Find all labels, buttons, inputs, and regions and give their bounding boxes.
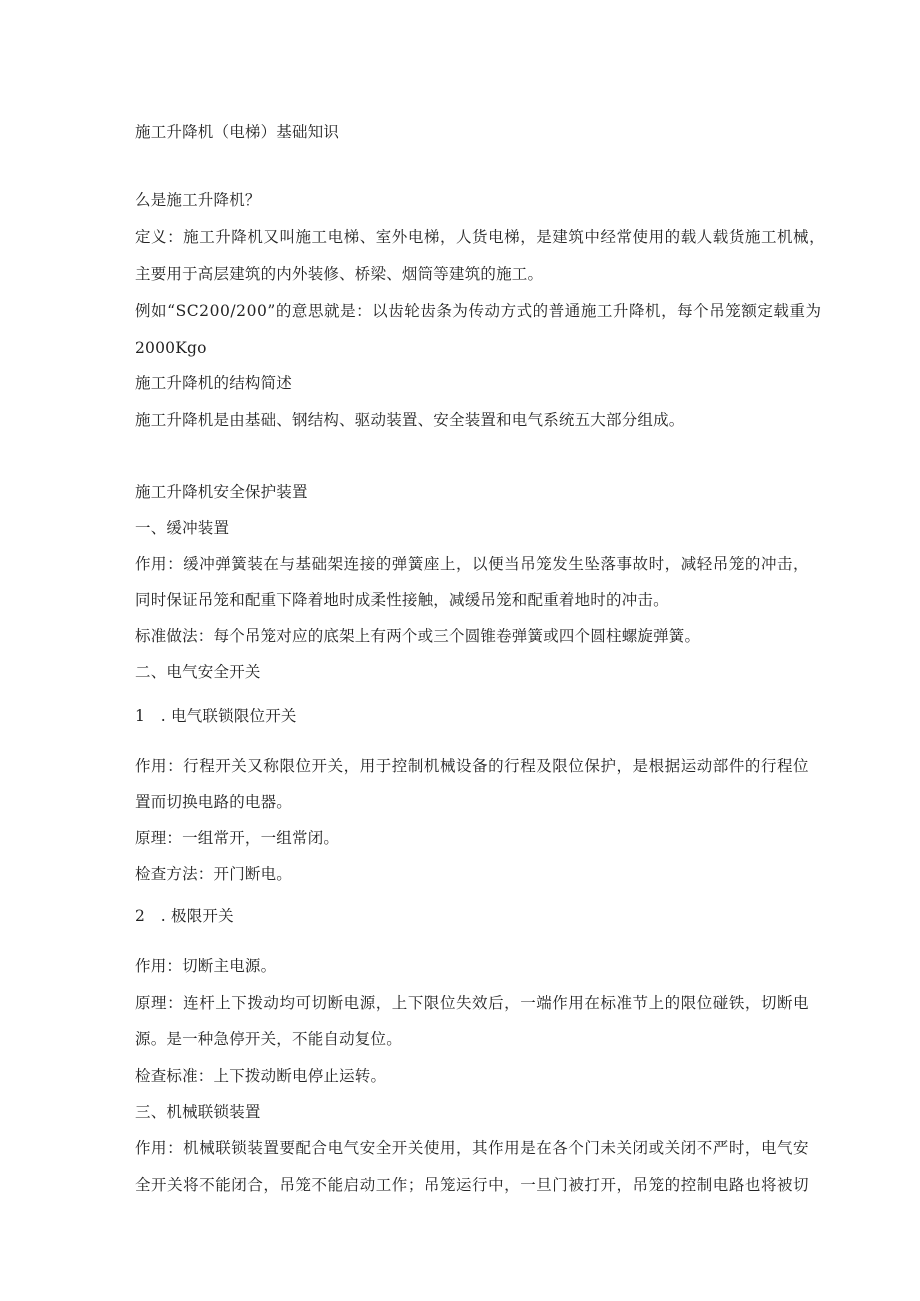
example-line-1: 例如“SC200/200”的意思就是：以齿轮齿条为传动方式的普通施工升降机，每个吊笼额定载重为 bbox=[135, 302, 822, 320]
section-3-function-line-1: 作用：机械联锁装置要配合电气安全开关使用，其作用是在各个门未关闭或关闭不严时，电气安 bbox=[135, 1139, 810, 1157]
section-3-function-line-2: 全开关将不能闭合，吊笼不能启动工作；吊笼运行中，一旦门被打开，吊笼的控制电路也将被切 bbox=[135, 1176, 810, 1194]
section-1-heading: 一、缓冲装置 bbox=[135, 519, 230, 537]
section-2-2-principle-line-1: 原理：连杆上下拨动均可切断电源，上下限位失效后，一端作用在标准节上的限位碰铁，切断电 bbox=[135, 994, 810, 1012]
section-3-heading: 三、机械联锁装置 bbox=[135, 1103, 261, 1121]
section-2-1-check: 检查方法：开门断电。 bbox=[135, 865, 293, 883]
section-2-2-principle-line-2: 源。是一种急停开关，不能自动复位。 bbox=[135, 1030, 402, 1048]
structure-heading: 施工升降机的结构简述 bbox=[135, 374, 293, 392]
section-2-1-function-line-2: 置而切换电路的电器。 bbox=[135, 793, 293, 811]
section-1-function-line-1: 作用：缓冲弹簧装在与基础架连接的弹簧座上，以便当吊笼发生坠落事故时，减轻吊笼的冲击， bbox=[135, 555, 810, 573]
section-2-1-function-line-1: 作用：行程开关又称限位开关，用于控制机械设备的行程及限位保护，是根据运动部件的行程位 bbox=[135, 757, 810, 775]
section-2-2-heading: 2 . 极限开关 bbox=[135, 907, 234, 925]
section-1-function-line-2: 同时保证吊笼和配重下降着地时成柔性接触，减缓吊笼和配重着地时的冲击。 bbox=[135, 591, 669, 609]
definition-line-1: 定义：施工升降机又叫施工电梯、室外电梯，人货电梯，是建筑中经常使用的载人载货施工机械， bbox=[135, 228, 826, 246]
section-1-standard: 标准做法：每个吊笼对应的底架上有两个或三个圆锥卷弹簧或四个圆柱螺旋弹簧。 bbox=[135, 627, 701, 645]
question-heading: 么是施工升降机？ bbox=[135, 191, 261, 209]
document-title: 施工升降机（电梯）基础知识 bbox=[135, 123, 340, 141]
section-2-2-check: 检查标准：上下拨动断电停止运转。 bbox=[135, 1067, 387, 1085]
section-2-heading: 二、电气安全开关 bbox=[135, 663, 261, 681]
section-2-2-function: 作用：切断主电源。 bbox=[135, 957, 277, 975]
safety-heading: 施工升降机安全保护装置 bbox=[135, 483, 308, 501]
section-2-1-principle: 原理：一组常开，一组常闭。 bbox=[135, 829, 340, 847]
section-2-1-heading: 1 . 电气联锁限位开关 bbox=[135, 707, 297, 725]
definition-line-2: 主要用于高层建筑的内外装修、桥梁、烟筒等建筑的施工。 bbox=[135, 265, 544, 283]
structure-text: 施工升降机是由基础、钢结构、驱动装置、安全装置和电气系统五大部分组成。 bbox=[135, 411, 685, 429]
example-line-2: 2000Kgo bbox=[135, 339, 207, 357]
